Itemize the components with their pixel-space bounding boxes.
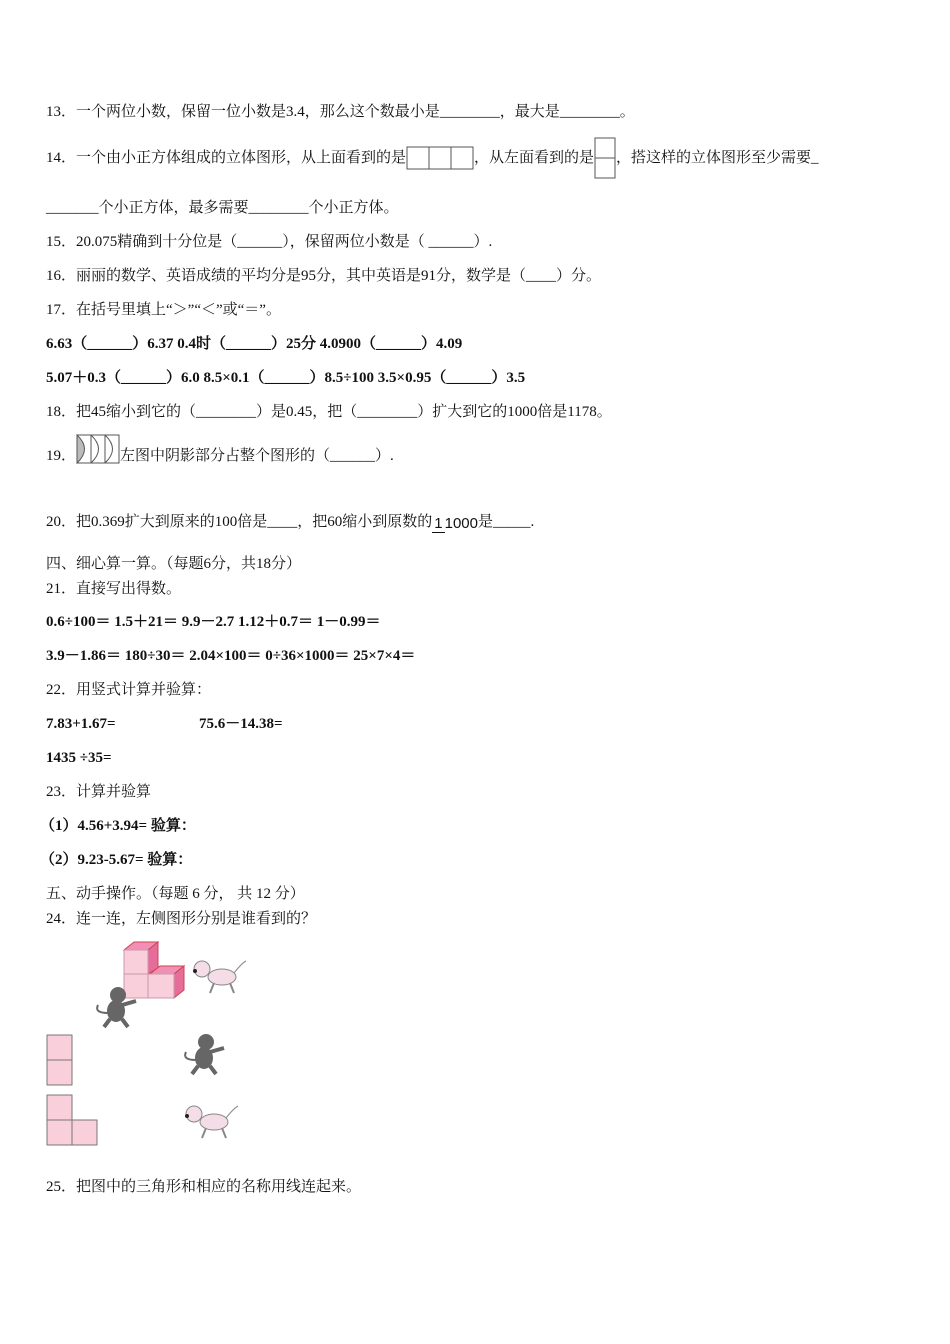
question-22-b: 75.6－14.38= [199, 716, 283, 732]
q19-text: 左图中阴影部分占整个图形的（______）. [120, 448, 394, 464]
question-14-cont: _______个小正方体，最多需要________个小正方体。 [46, 200, 399, 216]
question-14 [46, 137, 819, 179]
q20-text-2: 是_____. [477, 514, 535, 530]
question-15: 15．20.075精确到十分位是（______），保留两位小数是（ ______）. [46, 234, 493, 250]
question-23-title: 23．计算并验算 [46, 784, 152, 800]
question-24: 24．连一连，左侧图形分别是谁看到的？ [46, 911, 317, 927]
q14-text-3: ，搭这样的立体图形至少需要_ [616, 150, 819, 166]
dog-icon [190, 955, 248, 997]
question-16: 16．丽丽的数学、英语成绩的平均分是95分，其中英语是91分，数学是（____）分。 [46, 268, 602, 284]
question-19 [46, 434, 394, 466]
question-18: 18．把45缩小到它的（________）是0.45，把（________）扩大到它的1000倍是1178。 [46, 404, 612, 420]
question-17-row1: 6.63（______）6.37 0.4时（______）25分 4.0900（______）4.09 [46, 336, 463, 352]
view-two-stack-figure [46, 1034, 74, 1086]
q20-text-1: 20．把0.369扩大到原来的100倍是____，把60缩小到原数的 [46, 514, 433, 530]
question-21-row2: 3.9－1.86＝ 180÷30＝ 2.04×100＝ 0÷36×1000＝ 25×7×4＝ [46, 648, 416, 664]
question-22-a: 7.83+1.67= [46, 716, 116, 732]
question-20 [46, 496, 534, 532]
q19-number: 19． [46, 448, 77, 464]
fraction-numerator: 1 [434, 515, 443, 532]
question-13: 13．一个两位小数，保留一位小数是3.4，那么这个数最小是________，最大是________。 [46, 104, 635, 120]
monkey-icon [92, 985, 138, 1029]
q14-text-2: ，从左面看到的是 [474, 150, 595, 166]
fraction-denominator: 1000 [444, 515, 478, 532]
question-22-title: 22．用竖式计算并验算： [46, 682, 212, 698]
question-21-row1: 0.6÷100＝ 1.5＋21＝ 9.9－2.7 1.12＋0.7＝ 1－0.99＝ [46, 614, 381, 630]
monkey-icon [180, 1032, 226, 1076]
left-view-figure [594, 137, 616, 179]
question-23-row1: （1）4.56+3.94= 验算： [40, 818, 196, 834]
view-l-shape-figure [46, 1094, 99, 1146]
shaded-figure [76, 434, 120, 464]
question-25: 25．把图中的三角形和相应的名称用线连起来。 [46, 1179, 362, 1195]
question-23-row2: （2）9.23-5.67= 验算： [40, 852, 193, 868]
dog-icon [182, 1100, 240, 1142]
top-view-figure [406, 146, 474, 170]
question-17-title: 17．在括号里填上“＞”“＜”或“＝”。 [46, 302, 281, 318]
question-17-row2: 5.07＋0.3（______）6.0 8.5×0.1（______）8.5÷100 3.5×0.95（______）3.5 [46, 370, 526, 386]
section-5-heading: 五、动手操作。（每题 6 分， 共 12 分） [46, 886, 305, 902]
question-22-c: 1435 ÷35= [46, 750, 112, 766]
q14-text-1: 14．一个由小正方体组成的立体图形，从上面看到的是 [46, 150, 407, 166]
question-21-title: 21．直接写出得数。 [46, 581, 182, 597]
section-4-heading: 四、细心算一算。（每题6分，共18分） [46, 556, 302, 572]
fraction [432, 515, 478, 532]
